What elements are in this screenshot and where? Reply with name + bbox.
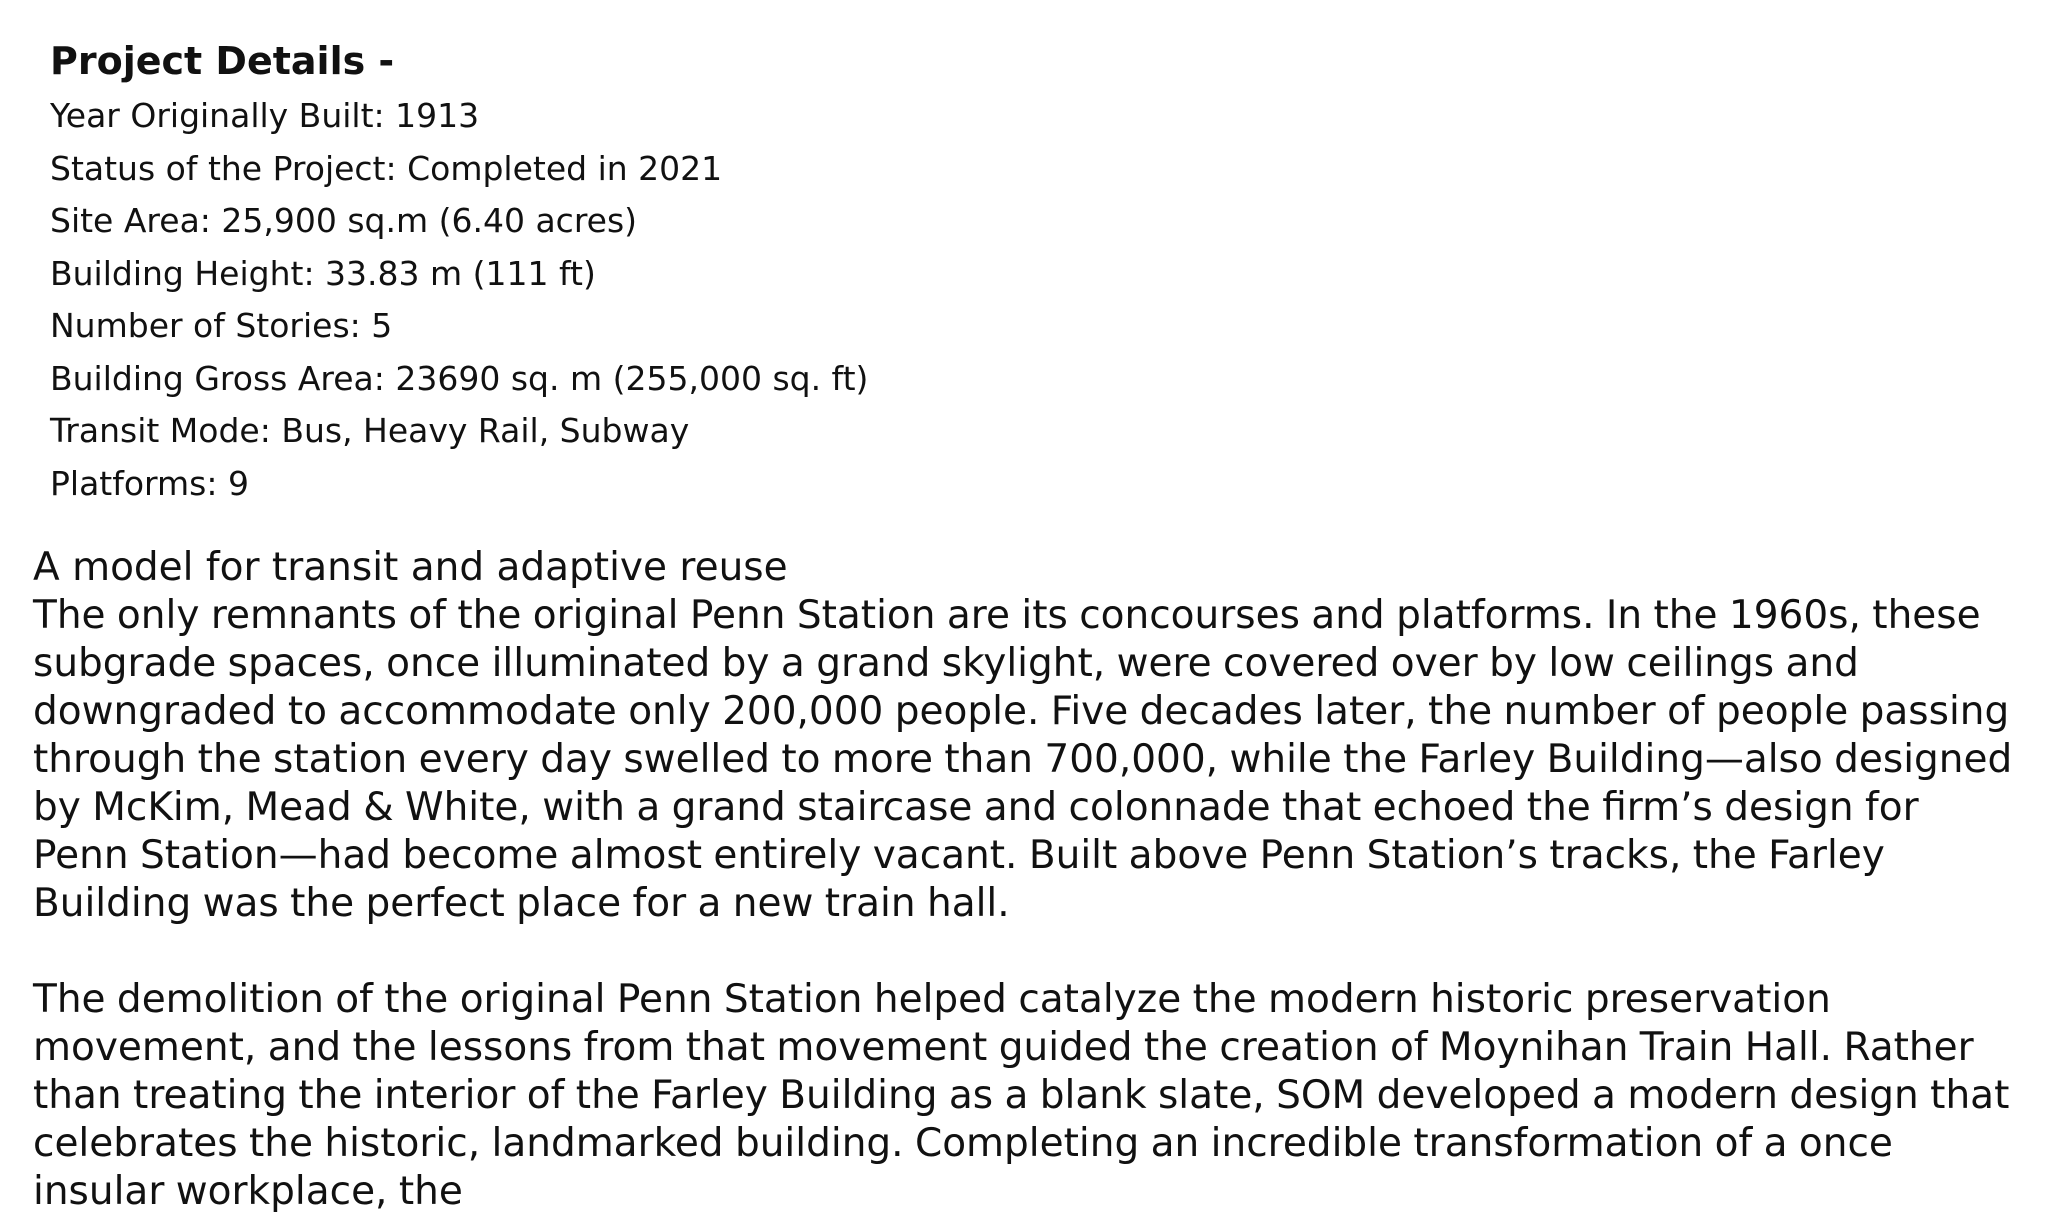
article-paragraph-1: The only remnants of the original Penn Station are its concourses and platforms. In the 1960s, these subgrade spaces, once illuminated by a grand skylight, were covered over by low ceilings and downgraded to accommodate only 200,000 people. Five decades later, the number of people passing through the station every day swelled to more than 700,000, while the Farley Building—also designed by McKim, Mead & White, with a grand staircase and colonnade that echoed the firm’s design for Penn Station—had become almost entirely vacant. Built above Penn Station’s tracks, the Farley Building was the perfect place for a new train hall.: [33, 593, 2013, 926]
project-details-title: Project Details -: [50, 39, 395, 83]
detail-number-of-stories: Number of Stories: 5: [50, 306, 393, 345]
detail-site-area: Site Area: 25,900 sq.m (6.40 acres): [50, 201, 638, 240]
detail-transit-mode: Transit Mode: Bus, Heavy Rail, Subway: [50, 411, 690, 450]
detail-year-built: Year Originally Built: 1913: [50, 96, 480, 135]
detail-project-status: Status of the Project: Completed in 2021: [50, 148, 723, 188]
detail-platforms: Platforms: 9: [50, 463, 249, 503]
project-details: [50, 36, 1950, 510]
detail-building-height: Building Height: 33.83 m (111 ft): [50, 253, 596, 293]
detail-gross-area: Building Gross Area: 23690 sq. m (255,000 sq. ft): [50, 358, 869, 398]
article-body: [33, 544, 2023, 1214]
article-paragraph-2: The demolition of the original Penn Station helped catalyze the modern historic preservation movement, and the lessons from that movement guided the creation of Moynihan Train Hall. Rather than treating the interior of the Farley Building as a blank slate, SOM developed a modern design that celebrates the historic, landmarked building. Completing an incredible transformation of a once insular workplace, the: [33, 977, 2010, 1214]
section-heading: A model for transit and adaptive reuse: [33, 545, 788, 590]
